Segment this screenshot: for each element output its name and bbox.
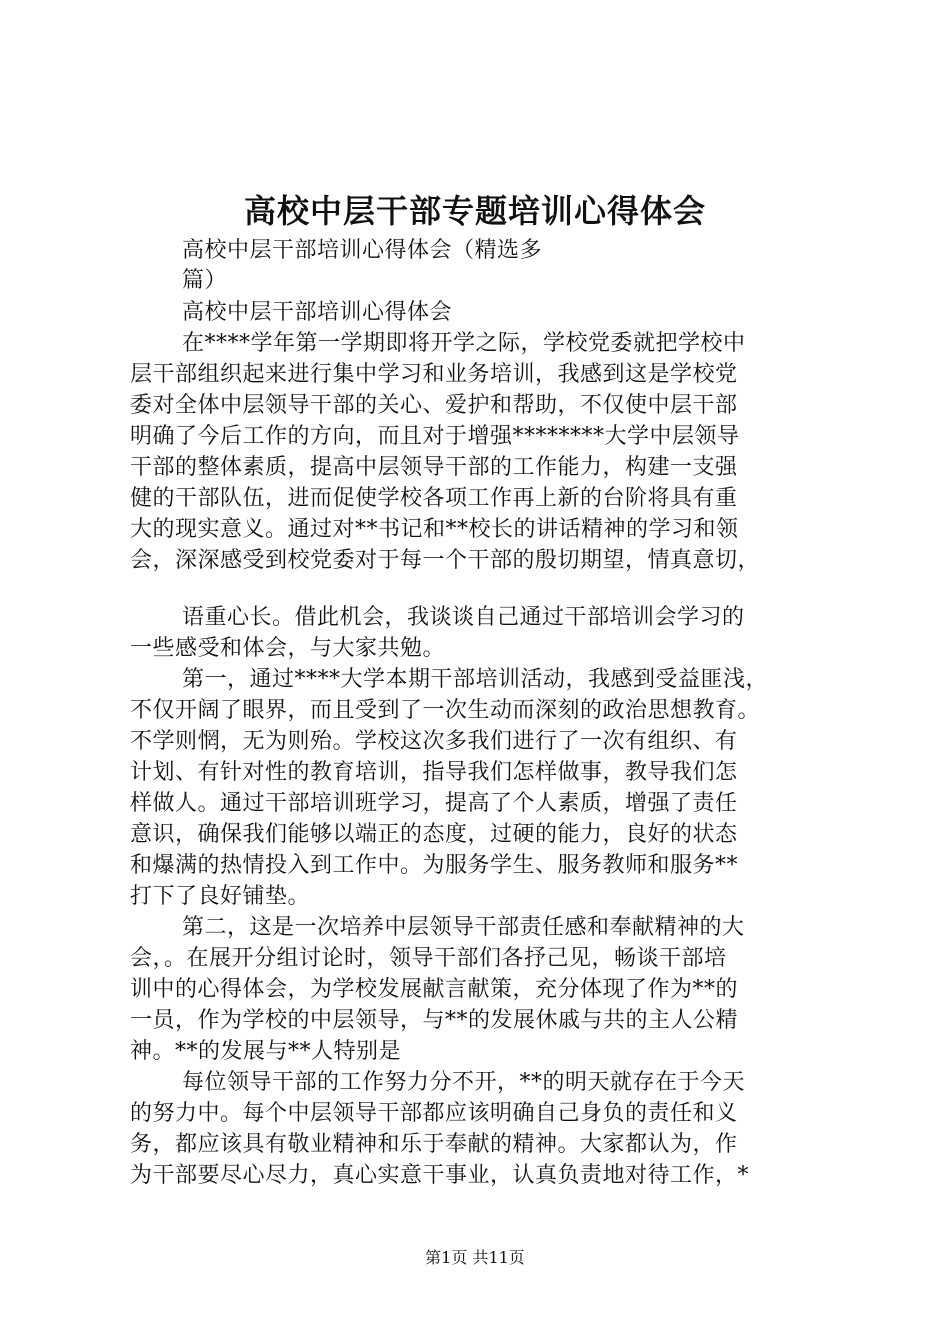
text-line: 计划、有针对性的教育培训，指导我们怎样做事，教导我们怎 [130,760,738,785]
text-line: 为干部要尽心尽力，真心实意干事业，认真负责地对待工作，* [130,1163,750,1188]
text-line: 样做人。通过干部培训班学习，提高了个人素质，增强了责任 [130,791,738,816]
text-line: 语重心长。借此机会，我谈谈自己通过干部培训会学习的 [182,605,745,630]
text-line: 健的干部队伍，进而促使学校各项工作再上新的台阶将具有重 [130,486,738,511]
text-line: 会，深深感受到校党委对于每一个干部的殷切期望，情真意切， [130,548,761,573]
text-line: 意识，确保我们能够以端正的态度，过硬的能力，良好的状态 [130,822,738,847]
text-line: 在****学年第一学期即将开学之际，学校党委就把学校中 [182,331,746,356]
text-line: 和爆满的热情投入到工作中。为服务学生、服务教师和服务** [130,853,739,878]
text-line: 第一，通过****大学本期干部培训活动，我感到受益匪浅， [182,667,769,692]
page-number-footer: 第1页 共11页 [425,1248,525,1267]
text-line: 每位领导干部的工作努力分不开，**的明天就存在于今天 [182,1070,746,1095]
text-line: 打下了良好铺垫。 [130,884,311,909]
text-line: 的努力中。每个中层领导干部都应该明确自己身负的责任和义 [130,1101,738,1126]
text-line: 大的现实意义。通过对**书记和**校长的讲话精神的学习和领 [130,517,739,542]
text-line: 高校中层干部培训心得体会 [182,300,453,325]
text-line: 干部的整体素质，提高中层领导干部的工作能力，构建一支强 [130,455,738,480]
text-line: 训中的心得体会，为学校发展献言献策，充分体现了作为**的 [130,977,739,1002]
text-line: 神。**的发展与**人特别是 [130,1039,402,1064]
text-line: 务，都应该具有敬业精神和乐于奉献的精神。大家都认为，作 [130,1132,738,1157]
text-line: 高校中层干部培训心得体会（精选多 [182,238,543,263]
text-line: 不学则惘，无为则殆。学校这次多我们进行了一次有组织、有 [130,729,738,754]
text-line: 不仅开阔了眼界，而且受到了一次生动而深刻的政治思想教育。 [130,698,761,723]
text-line: 一员，作为学校的中层领导，与**的发展休戚与共的主人公精 [130,1008,739,1033]
text-line: 委对全体中层领导干部的关心、爱护和帮助，不仅使中层干部 [130,393,738,418]
text-line: 第二，这是一次培养中层领导干部责任感和奉献精神的大 [182,915,745,940]
text-line: 会，。在展开分组讨论时，领导干部们各抒己见，畅谈干部培 [130,946,727,971]
document-title: 高校中层干部专题培训心得体会 [243,192,706,230]
text-line: 一些感受和体会，与大家共勉。 [130,636,446,661]
text-line: 明确了今后工作的方向，而且对于增强********大学中层领导 [130,424,740,449]
text-line: 篇） [182,268,228,293]
text-line: 层干部组织起来进行集中学习和业务培训，我感到这是学校党 [130,362,738,387]
